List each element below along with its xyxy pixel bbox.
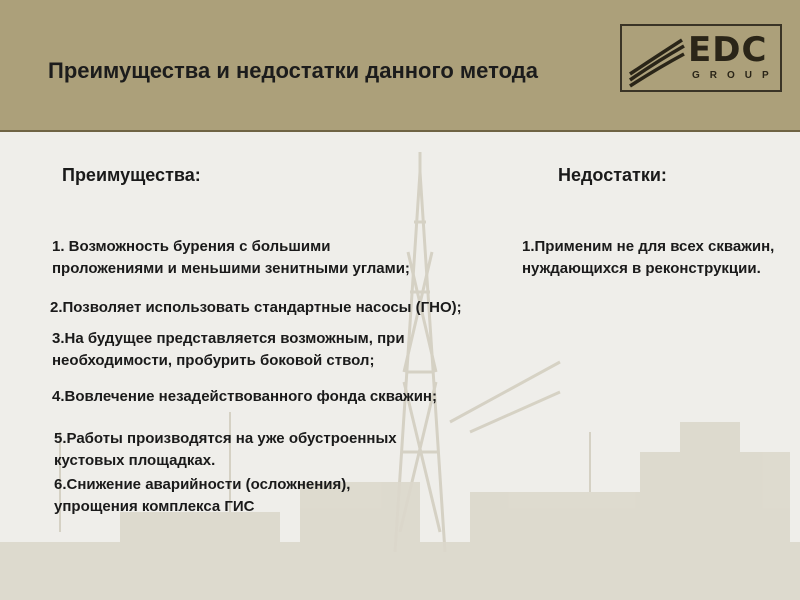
logo-swoosh-icon xyxy=(626,32,686,88)
disadvantage-item-1: 1.Применим не для всех скважин, нуждающихся в реконструкции. xyxy=(522,238,775,277)
advantage-item-2: 2.Позволяет использовать стандартные насосы (ГНО); xyxy=(50,299,462,316)
advantage-item-1: 1. Возможность бурения с большими проложениями и меньшими зенитными углами; xyxy=(52,238,410,277)
disadvantages-heading: Недостатки: xyxy=(558,165,667,185)
advantage-item-5: 5.Работы производятся на уже обустроенных кустовых площадках. xyxy=(54,430,397,469)
logo-main-text: EDC xyxy=(688,30,768,70)
page-title: Преимущества и недостатки данного метода xyxy=(48,58,538,83)
edc-group-logo xyxy=(620,24,782,92)
advantage-item-4: 4.Вовлечение незадействованного фонда скважин; xyxy=(52,388,437,405)
advantages-heading: Преимущества: xyxy=(62,165,201,185)
advantage-item-3: 3.На будущее представляется возможным, при необходимости, пробурить боковой ствол; xyxy=(52,330,405,369)
logo-sub-text: GROUP xyxy=(692,70,779,81)
advantage-item-6: 6.Снижение аварийности (осложнения), упрощения комплекса ГИС xyxy=(54,476,351,515)
